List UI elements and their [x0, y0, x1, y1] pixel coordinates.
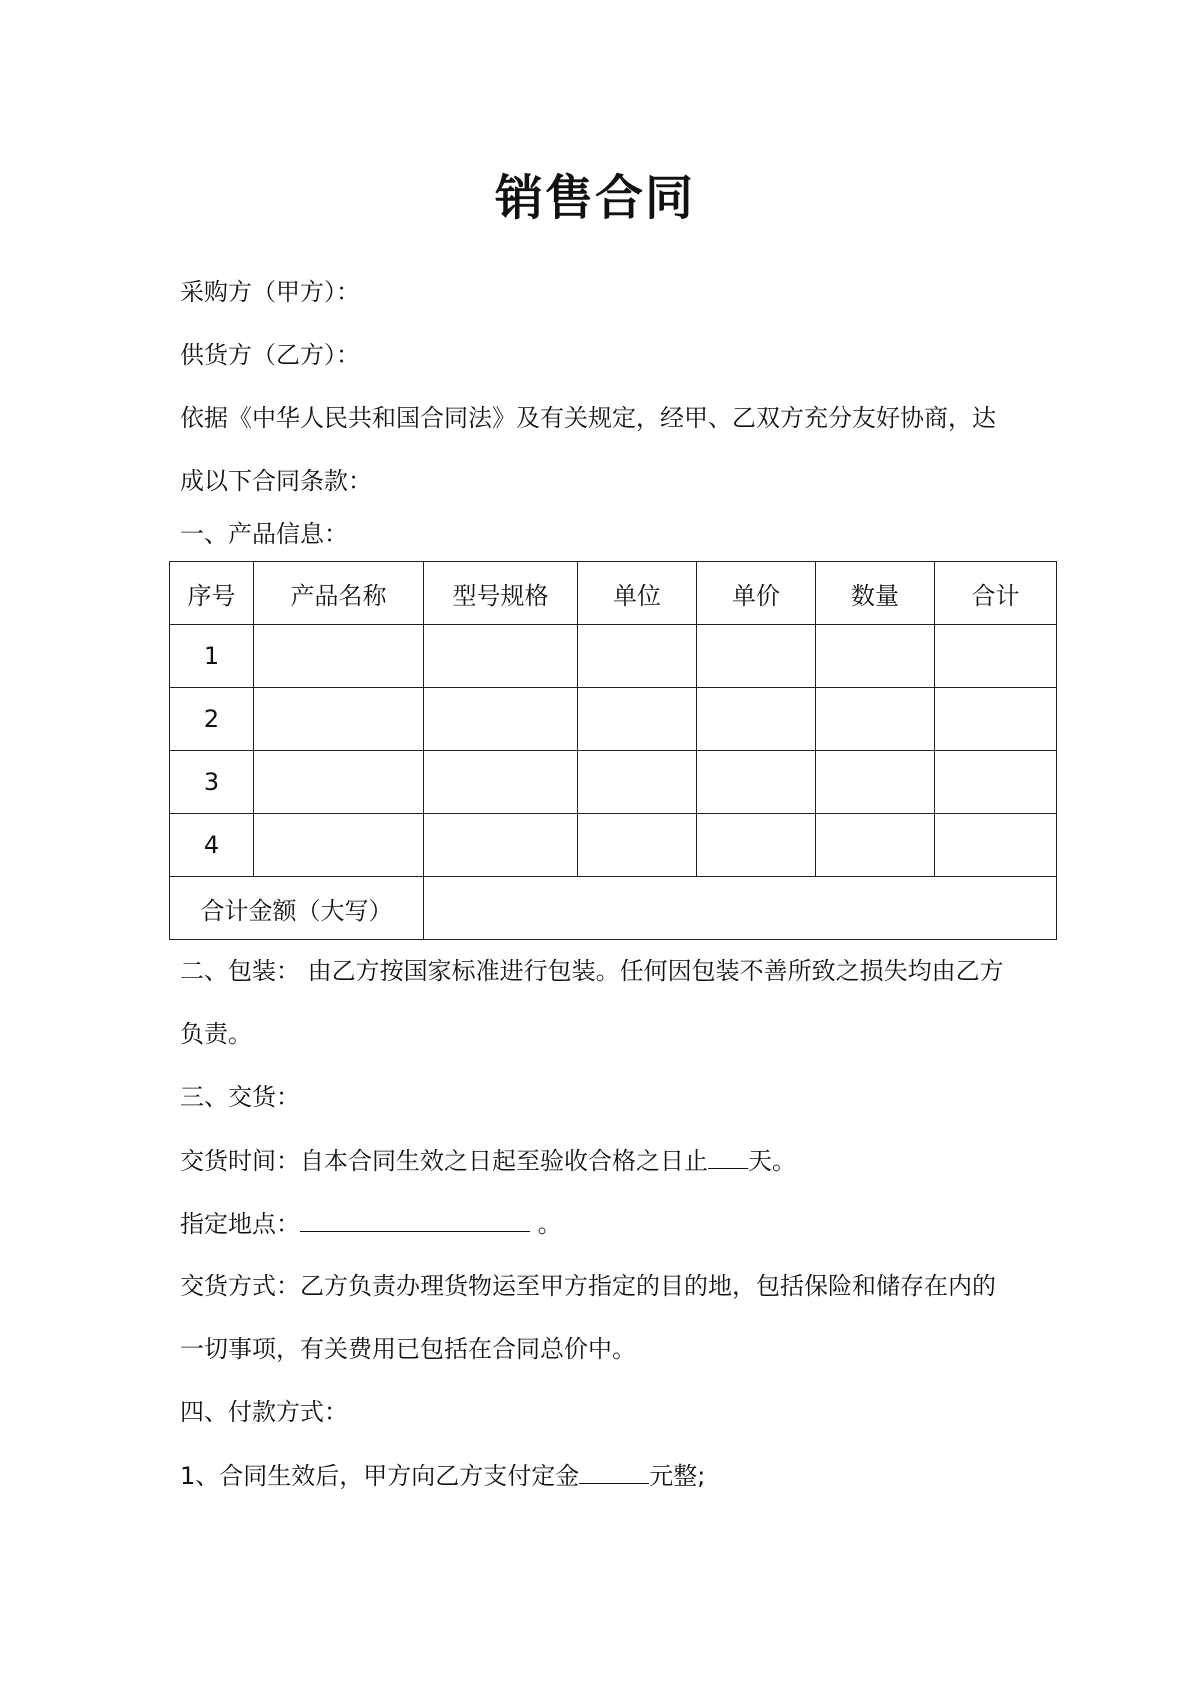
table-row — [170, 814, 1057, 877]
section-1-heading: 一、产品信息： — [180, 520, 348, 548]
total-cell[interactable] — [935, 625, 1057, 688]
table-row — [170, 625, 1057, 688]
unit-cell[interactable] — [578, 625, 697, 688]
table-total-row — [170, 877, 1057, 940]
header-cell-index: 序号 — [170, 562, 254, 625]
header-cell-quantity: 数量 — [816, 562, 935, 625]
product-info-table — [169, 561, 1057, 940]
header-cell-total: 合计 — [935, 562, 1057, 625]
quantity-cell[interactable] — [816, 814, 935, 877]
seller-label: 供货方（乙方）： — [180, 341, 360, 369]
unit-price-cell[interactable] — [697, 688, 816, 751]
total-amount-value-cell[interactable] — [424, 877, 1057, 940]
total-cell[interactable] — [935, 814, 1057, 877]
buyer-label: 采购方（甲方）： — [180, 278, 360, 306]
delivery-time-prefix: 交货时间：自本合同生效之日起至验收合格之日止 — [180, 1147, 708, 1175]
row-index-cell: 3 — [170, 751, 254, 814]
unit-cell[interactable] — [578, 751, 697, 814]
header-cell-model-spec: 型号规格 — [424, 562, 578, 625]
quantity-cell[interactable] — [816, 688, 935, 751]
section-3-heading: 三、交货： — [180, 1083, 300, 1111]
quantity-cell[interactable] — [816, 751, 935, 814]
section-2-line-2: 负责。 — [180, 1020, 252, 1048]
row-index-cell: 1 — [170, 625, 254, 688]
model-spec-cell[interactable] — [424, 625, 578, 688]
product-name-cell[interactable] — [254, 688, 424, 751]
delivery-place-prefix: 指定地点： — [180, 1210, 300, 1238]
header-cell-unit: 单位 — [578, 562, 697, 625]
row-index-cell: 2 — [170, 688, 254, 751]
section-2-line-1: 二、包装： 由乙方按国家标准进行包装。任何因包装不善所致之损失均由乙方 — [180, 957, 1004, 985]
delivery-method-line-2: 一切事项，有关费用已包括在合同总价中。 — [180, 1335, 636, 1363]
intro-text-line-1: 依据《中华人民共和国合同法》及有关规定，经甲、乙双方充分友好协商，达 — [180, 404, 996, 432]
unit-price-cell[interactable] — [697, 625, 816, 688]
delivery-time-suffix: 天。 — [748, 1147, 796, 1175]
product-name-cell[interactable] — [254, 751, 424, 814]
row-index-cell: 4 — [170, 814, 254, 877]
header-cell-product-name: 产品名称 — [254, 562, 424, 625]
model-spec-cell[interactable] — [424, 814, 578, 877]
payment-line-1 — [180, 1459, 705, 1492]
product-name-cell[interactable] — [254, 625, 424, 688]
unit-cell[interactable] — [578, 814, 697, 877]
model-spec-cell[interactable] — [424, 751, 578, 814]
total-cell[interactable] — [935, 751, 1057, 814]
payment-1-suffix: 元整; — [649, 1462, 706, 1490]
delivery-method-line-1: 交货方式：乙方负责办理货物运至甲方指定的目的地，包括保险和储存在内的 — [180, 1272, 996, 1300]
section-4-heading: 四、付款方式： — [180, 1398, 348, 1426]
unit-price-cell[interactable] — [697, 814, 816, 877]
header-cell-unit-price: 单价 — [697, 562, 816, 625]
delivery-days-blank[interactable] — [708, 1144, 748, 1169]
quantity-cell[interactable] — [816, 625, 935, 688]
delivery-time-line — [180, 1144, 796, 1177]
document-title: 销售合同 — [494, 170, 695, 226]
payment-1-prefix: 1、合同生效后，甲方向乙方支付定金 — [180, 1462, 580, 1490]
table-row — [170, 688, 1057, 751]
total-amount-label: 合计金额（大写） — [170, 877, 424, 940]
deposit-amount-blank[interactable] — [579, 1459, 649, 1484]
intro-text-line-2: 成以下合同条款： — [180, 467, 372, 495]
total-cell[interactable] — [935, 688, 1057, 751]
unit-price-cell[interactable] — [697, 751, 816, 814]
table-row — [170, 751, 1057, 814]
unit-cell[interactable] — [578, 688, 697, 751]
product-name-cell[interactable] — [254, 814, 424, 877]
table-header-row — [170, 562, 1057, 625]
model-spec-cell[interactable] — [424, 688, 578, 751]
delivery-place-suffix: 。 — [530, 1210, 562, 1238]
delivery-place-line — [180, 1207, 562, 1240]
delivery-place-blank[interactable] — [300, 1207, 530, 1232]
